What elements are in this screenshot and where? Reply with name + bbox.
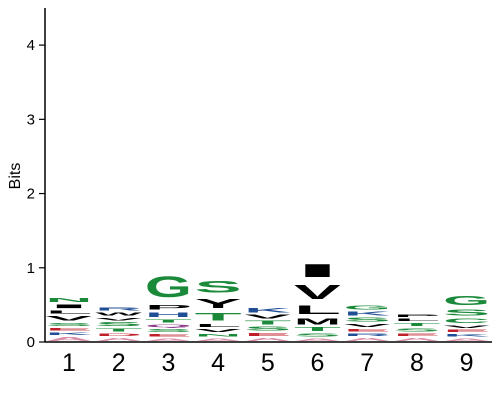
logo-letter-c: C <box>443 317 491 325</box>
y-tick-label: 0 <box>26 334 35 351</box>
logo-letter-v: V <box>45 314 93 322</box>
logo-letter-g: G <box>343 304 391 311</box>
x-axis-position-labels <box>62 349 474 377</box>
logo-letter-k: K <box>45 331 93 337</box>
logo-letter-e: E <box>45 327 93 332</box>
logo-letter-l: L <box>194 322 242 328</box>
logo-letter-k: K <box>343 310 391 317</box>
logo-letter-a: A <box>343 336 391 342</box>
logo-letter-s: S <box>95 321 143 328</box>
logo-letter-a: A <box>244 336 292 342</box>
logo-letter-s: S <box>343 316 391 323</box>
logo-stack <box>294 260 342 342</box>
logo-letter-v: V <box>343 322 391 328</box>
logo-letter-h: H <box>144 310 192 319</box>
logo-letter-a: A <box>45 336 93 342</box>
logo-stack <box>344 305 391 342</box>
logo-letter-s: S <box>144 327 192 334</box>
logo-letter-q: Q <box>144 323 192 328</box>
logo-stacks <box>46 260 491 342</box>
logo-letter-v: V <box>194 327 242 334</box>
y-tick-label: 2 <box>26 185 35 203</box>
y-tick-label: 3 <box>26 111 35 129</box>
logo-letter-l: L <box>45 309 93 315</box>
logo-letter-r: R <box>95 306 143 312</box>
logo-letter-t: T <box>144 318 192 324</box>
logo-stack <box>145 271 192 342</box>
logo-letter-k: K <box>244 306 292 314</box>
logo-letter-t: T <box>194 310 242 323</box>
logo-letter-a: A <box>393 336 441 342</box>
logo-letter-v: V <box>294 280 341 304</box>
logo-letter-s: S <box>244 325 292 332</box>
x-position-label: 4 <box>211 349 226 377</box>
logo-letter-a: A <box>144 337 192 342</box>
logo-letter-t: T <box>244 319 292 326</box>
x-position-label: 2 <box>111 349 126 377</box>
y-axis-label: Bits <box>7 162 24 190</box>
logo-letter-s: S <box>443 307 491 318</box>
logo-letter-s: S <box>294 332 342 338</box>
logo-letter-g: G <box>144 270 192 304</box>
logo-letter-d: D <box>95 332 143 337</box>
logo-letter-n: N <box>194 333 242 338</box>
logo-letter-r: R <box>343 332 391 337</box>
logo-letter-i: I <box>294 260 341 282</box>
logo-letter-a: A <box>294 337 342 342</box>
logo-letter-e: E <box>393 332 441 337</box>
x-position-label: 7 <box>360 349 375 377</box>
logo-stack <box>244 306 291 342</box>
logo-letter-a: A <box>443 337 491 342</box>
logo-stack <box>95 306 143 342</box>
y-tick-label: 1 <box>26 259 35 277</box>
logo-letter-e: E <box>144 333 192 338</box>
logo-letter-s: S <box>393 327 441 333</box>
x-position-label: 6 <box>310 349 325 377</box>
logo-letter-k: K <box>443 333 491 338</box>
logo-letter-a: A <box>95 336 143 342</box>
logo-letter-s: S <box>194 277 242 296</box>
x-position-label: 5 <box>260 349 275 377</box>
logo-letter-p: P <box>393 313 441 318</box>
logo-stack <box>195 277 242 342</box>
logo-letter-e: E <box>343 327 391 333</box>
x-position-label: 1 <box>62 349 76 377</box>
logo-letter-e: E <box>443 328 491 334</box>
logo-letter-n: N <box>45 297 93 304</box>
logo-letter-m: M <box>294 316 341 327</box>
logo-letter-t: T <box>294 326 341 333</box>
logo-letter-g: G <box>443 293 491 308</box>
logo-letter-a: A <box>194 337 242 342</box>
logo-stack <box>46 297 93 342</box>
logo-letter-t: T <box>95 327 143 333</box>
logo-letter-l: L <box>393 317 441 322</box>
x-position-label: 3 <box>161 349 176 377</box>
x-position-label: 8 <box>409 349 424 377</box>
logo-letter-v: V <box>443 324 490 329</box>
logo-letter-i: I <box>45 303 93 310</box>
logo-letter-e: E <box>244 331 292 337</box>
logo-letter-t: T <box>393 321 441 328</box>
y-axis-ticks <box>27 37 45 351</box>
logo-letter-w: W <box>95 311 142 317</box>
logo-letter-v: V <box>95 316 142 322</box>
logo-letter-v: V <box>244 313 292 320</box>
logo-letter-p: P <box>144 303 192 311</box>
logo-stack <box>443 293 490 342</box>
logo-stack <box>393 314 440 342</box>
y-tick-label: 4 <box>26 37 35 55</box>
logo-letter-s: S <box>45 321 93 328</box>
x-position-label: 9 <box>459 349 474 377</box>
logo-letter-l: L <box>294 303 341 317</box>
logo-letter-y: Y <box>194 295 242 311</box>
